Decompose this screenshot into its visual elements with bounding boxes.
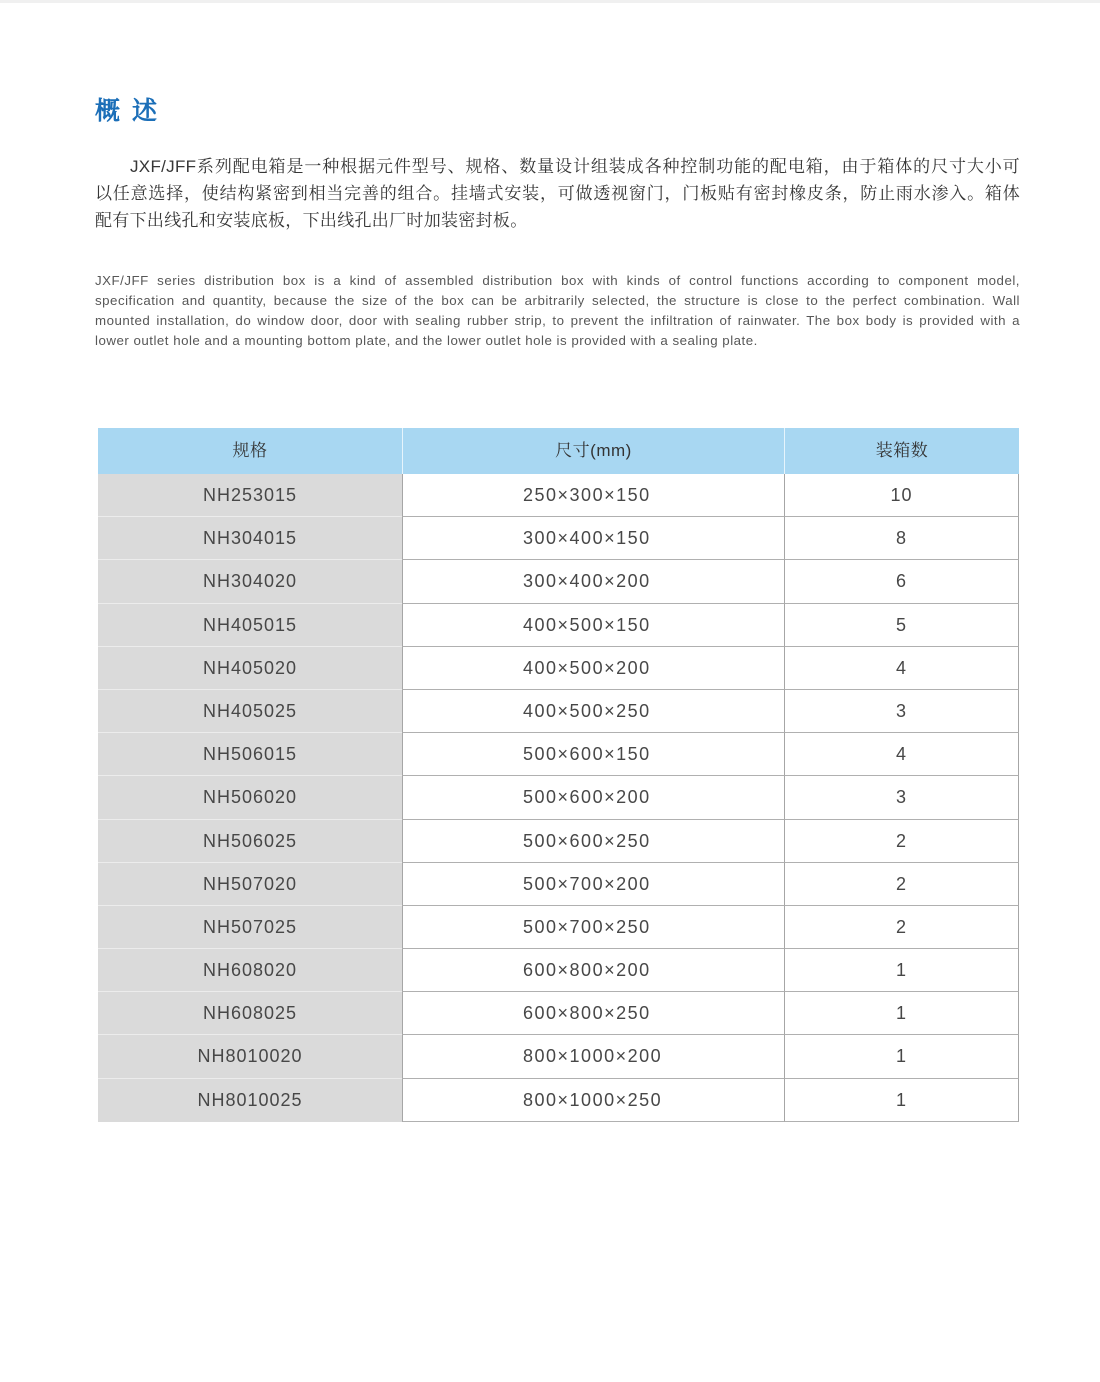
table-header-row xyxy=(98,428,1019,474)
section-title: 概述 xyxy=(95,97,170,125)
description-en-line: lower outlet hole and a mounting bottom plate, and the lower outlet hole is provided with a sealing plate. xyxy=(95,333,758,348)
description-en-line: mounted installation, do window door, door with sealing rubber strip, to prevent the infiltration of rainwater. The box body is provided with a xyxy=(95,313,1020,328)
table-row xyxy=(98,560,1019,603)
description-english xyxy=(95,271,1020,351)
cell-size: 600×800×250 xyxy=(402,992,784,1035)
cell-size: 400×500×200 xyxy=(402,647,784,690)
cell-model: NH405015 xyxy=(98,604,402,647)
cell-quantity: 10 xyxy=(784,474,1019,517)
table-row xyxy=(98,647,1019,690)
cell-quantity: 3 xyxy=(784,776,1019,819)
table-row xyxy=(98,604,1019,647)
header-size: 尺寸(mm) xyxy=(402,428,784,474)
cell-size: 600×800×200 xyxy=(402,949,784,992)
cell-model: NH8010025 xyxy=(98,1079,402,1122)
table-row xyxy=(98,820,1019,863)
header-quantity: 装箱数 xyxy=(784,428,1019,474)
cell-model: NH405020 xyxy=(98,647,402,690)
cell-size: 250×300×150 xyxy=(402,474,784,517)
cell-size: 500×700×250 xyxy=(402,906,784,949)
cell-model: NH304015 xyxy=(98,517,402,560)
table-row xyxy=(98,863,1019,906)
cell-model: NH507020 xyxy=(98,863,402,906)
cell-size: 500×600×200 xyxy=(402,776,784,819)
cell-size: 300×400×150 xyxy=(402,517,784,560)
cell-model: NH506015 xyxy=(98,733,402,776)
table-row xyxy=(98,733,1019,776)
cell-model: NH506025 xyxy=(98,820,402,863)
description-en-line: JXF/JFF series distribution box is a kind of assembled distribution box with kinds of control functions according to component model, xyxy=(95,273,1020,288)
table-row xyxy=(98,949,1019,992)
cell-model: NH405025 xyxy=(98,690,402,733)
cell-quantity: 2 xyxy=(784,906,1019,949)
header-spec: 规格 xyxy=(232,441,268,460)
cell-size: 800×1000×200 xyxy=(402,1035,784,1078)
cell-size: 300×400×200 xyxy=(402,560,784,603)
cell-model: NH608020 xyxy=(98,949,402,992)
table-row xyxy=(98,1035,1019,1078)
cell-size: 400×500×250 xyxy=(402,690,784,733)
cell-quantity: 1 xyxy=(784,1079,1019,1122)
cell-quantity: 2 xyxy=(784,820,1019,863)
cell-size: 800×1000×250 xyxy=(402,1079,784,1122)
description-cn-line: 以任意选择，使结构紧密到相当完善的组合。挂墙式安装，可做透视窗门，门板贴有密封橡皮条，防止雨水渗入。箱体 xyxy=(95,184,1020,203)
table-row xyxy=(98,906,1019,949)
cell-model: NH507025 xyxy=(98,906,402,949)
cell-model: NH8010020 xyxy=(98,1035,402,1078)
cell-model: NH608025 xyxy=(98,992,402,1035)
cell-quantity: 5 xyxy=(784,604,1019,647)
cell-model: NH253015 xyxy=(98,474,402,517)
table-row xyxy=(98,992,1019,1035)
cell-quantity: 2 xyxy=(784,863,1019,906)
cell-quantity: 8 xyxy=(784,517,1019,560)
description-cn-line: 配有下出线孔和安装底板，下出线孔出厂时加装密封板。 xyxy=(95,211,528,230)
spec-table xyxy=(98,428,1019,1122)
table-row xyxy=(98,776,1019,819)
table-row xyxy=(98,1079,1019,1122)
table-row xyxy=(98,517,1019,560)
cell-model: NH304020 xyxy=(98,560,402,603)
cell-quantity: 1 xyxy=(784,949,1019,992)
cell-quantity: 4 xyxy=(784,647,1019,690)
description-cn-line: JXF/JFF系列配电箱是一种根据元件型号、规格、数量设计组装成各种控制功能的配电箱，由于箱体的尺寸大小可 xyxy=(130,157,1020,176)
table-row xyxy=(98,474,1019,517)
cell-quantity: 4 xyxy=(784,733,1019,776)
top-edge-strip xyxy=(0,0,1100,3)
cell-size: 500×600×250 xyxy=(402,820,784,863)
cell-quantity: 6 xyxy=(784,560,1019,603)
cell-quantity: 1 xyxy=(784,1035,1019,1078)
description-en-line: specification and quantity, because the size of the box can be arbitrarily selected, the structure is close to the perfect combination. Wall xyxy=(95,293,1020,308)
cell-size: 500×700×200 xyxy=(402,863,784,906)
table-row xyxy=(98,690,1019,733)
cell-size: 400×500×150 xyxy=(402,604,784,647)
cell-model: NH506020 xyxy=(98,776,402,819)
cell-size: 500×600×150 xyxy=(402,733,784,776)
description-chinese xyxy=(95,153,1020,234)
cell-quantity: 3 xyxy=(784,690,1019,733)
cell-quantity: 1 xyxy=(784,992,1019,1035)
